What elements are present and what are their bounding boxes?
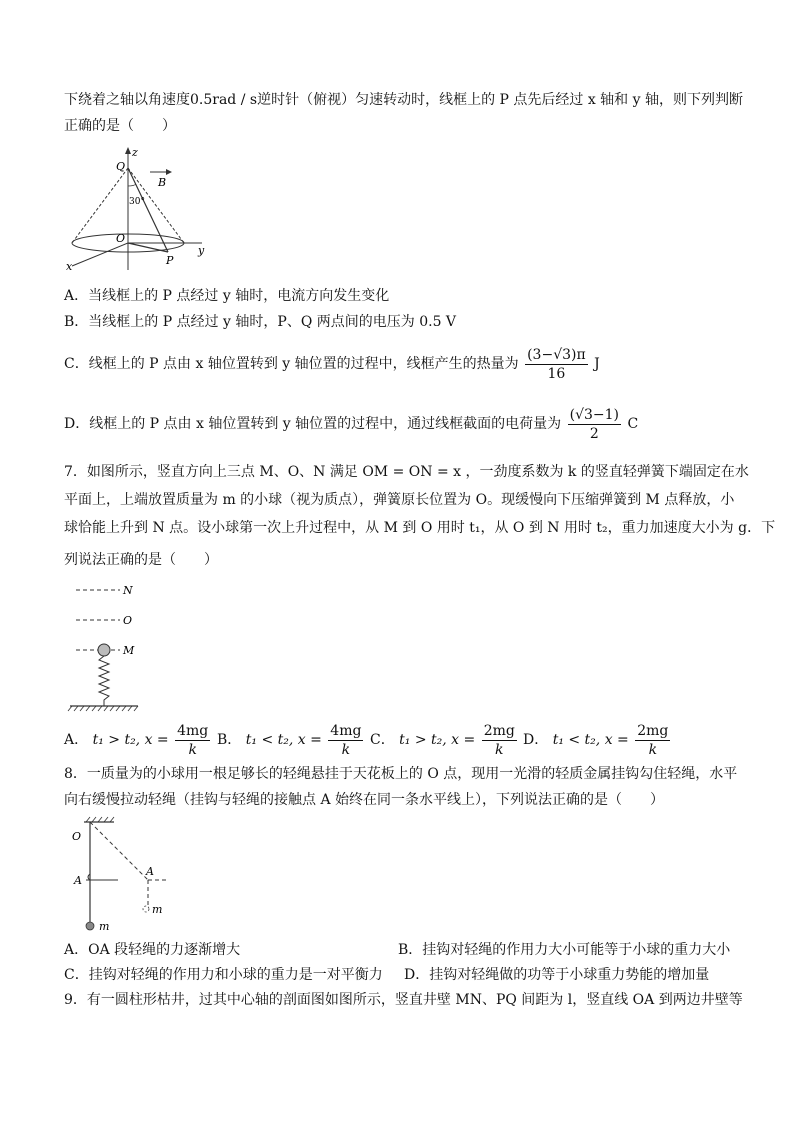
q7-option-c-rel: t₁ > t₂, x = [399, 732, 476, 748]
q7-option-c-den: k [495, 741, 504, 758]
fig6-label-y: y [198, 244, 205, 257]
q7-option-d-rel: t₁ < t₂, x = [552, 732, 629, 748]
fig7-label-m: M [123, 644, 135, 657]
q7-option-a-rel: t₁ > t₂, x = [92, 732, 169, 748]
q7-option-d-num: 2mg [637, 722, 669, 739]
q6-option-d-unit: C [627, 416, 639, 432]
fig6-label-x: x [66, 260, 73, 273]
q8-line2: 向右缓慢拉动轻绳（挂钩与轻绳的接触点 A 始终在同一条水平线上），下列说法正确的是（ ） [64, 792, 665, 808]
q6-option-c-text: C．线框上的 P 点由 x 轴位置转到 y 轴位置的过程中，线框产生的热量为 [64, 356, 519, 372]
q7-line2: 平面上，上端放置质量为 m 的小球（视为质点），弹簧原长位置为 O。现缓慢向下压缩弹簧到 M 点释放，小 [64, 492, 735, 508]
q7-option-b-rel: t₁ < t₂, x = [245, 732, 322, 748]
q7-option-c [370, 720, 519, 760]
q6-option-d-den: 2 [589, 425, 599, 442]
fig8-label-a-left: A [74, 874, 82, 887]
q6-option-d-num: (√3−1) [569, 406, 619, 423]
fig6-label-b: B [158, 176, 167, 189]
q7-option-d-prefix: D． [523, 732, 549, 748]
q6-option-c-unit: J [594, 356, 600, 372]
fig8-label-o: O [72, 830, 82, 843]
fig6-label-p: P [166, 254, 174, 267]
q7-option-a [64, 720, 212, 760]
q8-option-b: B．挂钩对轻绳的作用力大小可能等于小球的重力大小 [398, 942, 731, 958]
q7-option-b [217, 720, 365, 760]
q7-option-b-den: k [341, 741, 351, 758]
q6-option-c [64, 344, 600, 384]
q7-line3: 球恰能上升到 N 点。设小球第一次上升过程中，从 M 到 O 用时 t₁，从 O 到 N 用时 t₂，重力加速度大小为 g．下 [64, 520, 776, 536]
q7-option-d [523, 720, 672, 760]
q8-option-d: D．挂钩对轻绳做的功等于小球重力势能的增加量 [404, 967, 710, 983]
q6-option-c-num: (3−√3)π [527, 346, 586, 363]
q7-line1: 7．如图所示，竖直方向上三点 M、O、N 满足 OM = ON = x ，一劲度系数为 k 的竖直轻弹簧下端固定在水 [64, 464, 749, 480]
q6-option-a: A．当线框上的 P 点经过 y 轴时，电流方向发生变化 [64, 288, 390, 304]
q7-option-b-fraction [328, 722, 363, 759]
fig7-label-n: N [123, 584, 133, 597]
q7-option-b-num: 4mg [330, 722, 362, 739]
q6-option-b: B．当线框上的 P 点经过 y 轴时，P、Q 两点间的电压为 0.5 V [64, 314, 457, 330]
q7-option-c-num: 2mg [483, 722, 515, 739]
q9-line1: 9．有一圆柱形枯井，过其中心轴的剖面图如图所示，竖直井壁 MN、PQ 间距为 l，竖直线 OA 到两边井壁等 [64, 992, 743, 1008]
fig6-label-z: z [132, 146, 138, 159]
fig8-label-m-left: m [99, 920, 110, 932]
q7-option-c-prefix: C． [370, 732, 395, 748]
q6-option-d-text: D．线框上的 P 点由 x 轴位置转到 y 轴位置的过程中，通过线框截面的电荷量为 [64, 416, 562, 432]
q7-option-d-den: k [648, 741, 658, 758]
q7-option-a-fraction [175, 722, 210, 759]
q8-line1: 8．一质量为的小球用一根足够长的轻绳悬挂于天花板上的 O 点，现用一光滑的轻质金属挂钩勾住轻绳，水平 [64, 766, 738, 782]
fig8-label-a-right: A [146, 865, 154, 878]
q7-line4: 列说法正确的是（ ） [64, 552, 218, 568]
q6-option-d [64, 404, 638, 444]
fig6-label-q: Q [116, 160, 126, 173]
q8-option-c: C．挂钩对轻绳的作用力和小球的重力是一对平衡力 [64, 967, 383, 983]
q6-option-c-den: 16 [547, 365, 566, 382]
q7-option-c-fraction [482, 722, 517, 759]
q7-option-d-fraction [635, 722, 670, 759]
fig6-label-angle: 30° [129, 197, 145, 207]
q6-option-d-fraction [568, 406, 621, 443]
q7-option-b-prefix: B． [217, 732, 242, 748]
q6-option-c-fraction [525, 346, 588, 383]
fig6-label-o: O [116, 232, 126, 245]
fig8-label-m-right: m [152, 903, 163, 916]
q8-hook-figure [66, 816, 176, 932]
q6-stem-line2: 正确的是（ ） [64, 118, 176, 134]
q7-option-a-num: 4mg [177, 722, 209, 739]
fig7-label-o: O [123, 614, 133, 627]
q7-spring-figure [66, 580, 156, 716]
q7-option-a-prefix: A． [64, 732, 89, 748]
q8-option-a: A．OA 段轻绳的力逐渐增大 [64, 942, 241, 958]
q6-stem-line1: 下绕着之轴以角速度0.5rad / s逆时针（俯视）匀速转动时，线框上的 P 点先后经过 x 轴和 y 轴，则下列判断 [64, 92, 743, 108]
q6-cone-figure [62, 146, 212, 274]
q7-option-a-den: k [188, 741, 197, 758]
